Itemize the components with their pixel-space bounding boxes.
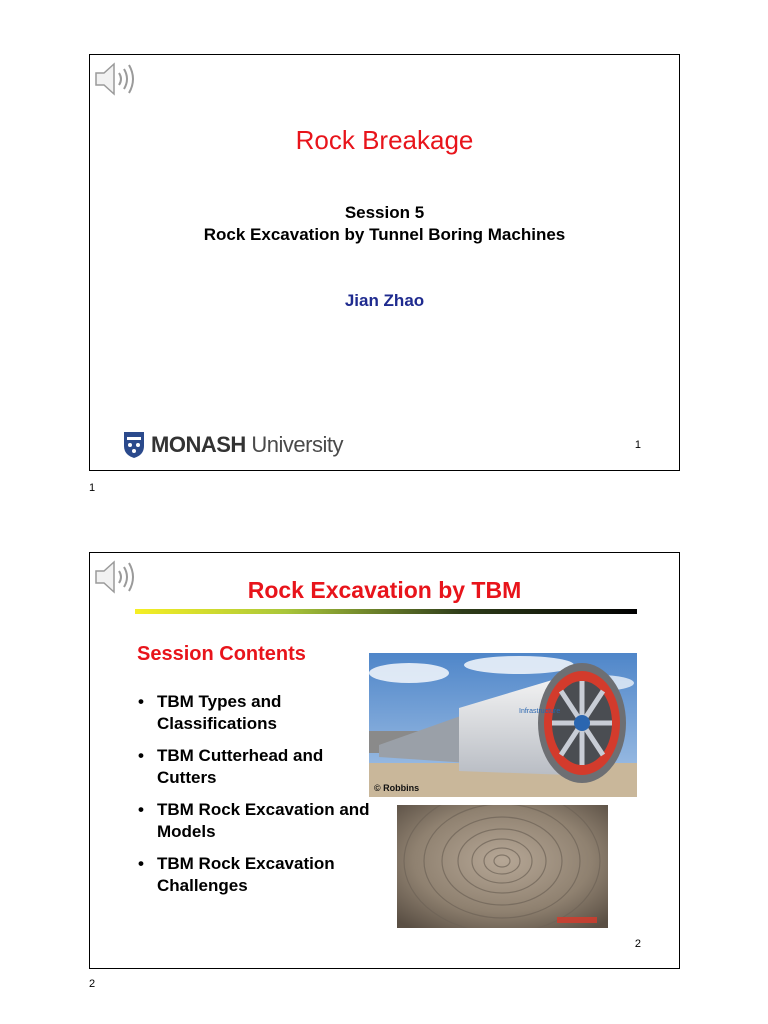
list-item: • TBM Rock Excavation and Models <box>136 799 376 843</box>
slide-title: Rock Excavation by TBM <box>247 577 522 603</box>
list-item: • TBM Types and Classifications <box>136 691 376 735</box>
section-heading: Session Contents <box>137 643 306 665</box>
slide-number: 2 <box>634 938 641 950</box>
list-item: • TBM Cutterhead and Cutters <box>136 745 376 789</box>
title-underline <box>135 609 637 614</box>
monash-logo <box>123 429 343 461</box>
slide-title: Rock Breakage <box>295 125 474 155</box>
author-name: Jian Zhao <box>344 291 425 310</box>
svg-text:Infrastructure: Infrastructure <box>519 708 561 715</box>
session-topic: Rock Excavation by Tunnel Boring Machines <box>203 225 566 244</box>
photo-credit: © Robbins <box>374 783 420 793</box>
speaker-icon[interactable] <box>93 59 139 99</box>
list-item: • TBM Rock Excavation Challenges <box>136 853 376 897</box>
slide-2 <box>89 552 680 969</box>
rock-face-photo <box>397 805 608 928</box>
slide-1 <box>89 54 680 471</box>
contents-list <box>136 691 376 907</box>
tbm-photo <box>369 653 637 797</box>
monash-crest-icon <box>123 431 145 459</box>
session-label: Session 5 <box>344 203 425 222</box>
slide-number: 1 <box>634 439 641 451</box>
logo-wordmark: MONASH University <box>151 432 343 457</box>
page-number: 1 <box>89 482 96 494</box>
page-number: 2 <box>89 978 96 990</box>
